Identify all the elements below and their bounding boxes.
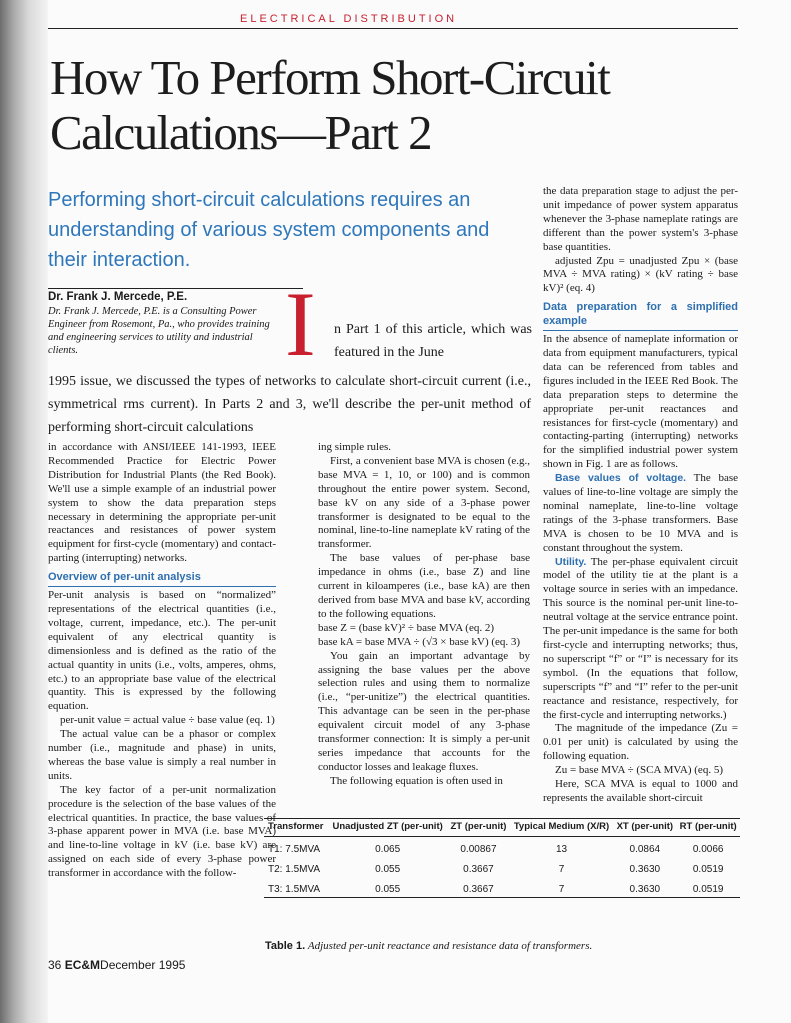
header-rule xyxy=(48,28,738,29)
equation-5: Zu = base MVA ÷ (SCA MVA) (eq. 5) xyxy=(555,764,723,777)
byline xyxy=(48,291,273,357)
article-deck: Performing short-circuit calculations requires an understanding of various system components and their interaction. xyxy=(48,189,490,271)
drop-cap: I xyxy=(285,273,316,375)
table-header: ZT (per-unit) xyxy=(447,819,509,837)
table-cell: 0.055 xyxy=(375,863,401,875)
magazine-name: EC&M xyxy=(64,958,101,972)
paragraph xyxy=(543,472,738,555)
data-table xyxy=(264,819,740,897)
paragraph: the data preparation stage to adjust the per-unit impedance of power system apparatus whenever the 3-phase nameplate ratings are different than the power system's 3-phase base quantities. xyxy=(543,185,738,253)
issue-date: December 1995 xyxy=(100,958,186,972)
run-in-head: Base values of voltage. xyxy=(555,472,687,485)
paragraph: First, a convenient base MVA is chosen (e.g., base MVA = 1, 10, or 100) and is common throughout the entire power system. Second, base kV on any side of a 3-phase power transformer is designated to be equal to the nominal, line-to-line nameplate kV rating of the transformer. xyxy=(318,454,530,551)
table-cell: 0.065 xyxy=(375,843,401,855)
table-cell: 0.0066 xyxy=(692,843,724,855)
column-2 xyxy=(318,441,530,789)
equation-2: base Z = (base kV)² ÷ base MVA (eq. 2) xyxy=(318,621,495,634)
equation-1: per-unit value = actual value ÷ base value (eq. 1) xyxy=(60,714,275,727)
table-cell: T1: 7.5MVA xyxy=(268,843,321,855)
column-3 xyxy=(543,185,738,806)
table-cell: 0.0864 xyxy=(629,843,661,855)
equation-4: adjusted Zpu = unadjusted Zpu × (base MVA ÷ MVA rating) × (kV rating ÷ base kV)² (eq. 4) xyxy=(543,254,738,295)
table-row xyxy=(264,877,740,897)
paragraph: ing simple rules. xyxy=(318,441,392,453)
caption-text: Adjusted per-unit reactance and resistance data of transformers. xyxy=(307,940,593,952)
author-bio: Dr. Frank J. Mercede, P.E. is a Consulting Power Engineer from Rosemont, Pa., who provides training and engineering services to utility and industrial clients. xyxy=(48,306,270,356)
table-cell: T2: 1.5MVA xyxy=(268,863,321,875)
paragraph: In the absence of nameplate information or data from equipment manufacturers, typical data can be referenced from tables and figures included in the IEEE Red Book. The data preparation steps to determine the appropriate per-unit reactances and resistances for first-cycle (momentary) and contacting-parting (interrupting) networks for the simplified industrial power system shown in Fig. 1 are as follows. xyxy=(543,333,738,471)
subhead-data-preparation: Data preparation for a simplified example xyxy=(543,301,738,331)
intro-text-wide: 1995 issue, we discussed the types of networks to calculate short-circuit current (i.e., symmetrical rms current). In Parts 2 and 3, we'll describe the per-unit method of performing short-circuit calculations xyxy=(48,374,531,435)
binding-spine xyxy=(0,0,48,1023)
table-row xyxy=(264,837,740,858)
table-header: XT (per-unit) xyxy=(613,819,676,837)
paragraph-text: The per-phase equivalent circuit model of the utility tie at the plant is a voltage source in series with an impedance. This source is the nominal per-unit line-to-neutral voltage at the service entrance point. The per-unit impedance is the same for both first-cycle and interrupting networks; thus, no superscript “f” or “I” is necessary for its symbol. (In the equations that follow, superscripts “f” and “I” refer to the per-unit reactance and resistance, respectively, for the first-cycle and interrupting networks.) xyxy=(543,555,738,721)
paragraph: The key factor of a per-unit normalization procedure is the selection of the base values of the electrical quantities. In practice, the base values of 3-phase apparent power in MVA (i.e. base MVA) and line-to-line voltage in kV (i.e. base kV) are assigned on each side of every 3-phase power transformer in accordance with the follow- xyxy=(48,783,276,880)
author-name: Dr. Frank J. Mercede, P.E. xyxy=(48,291,188,303)
table-header: Typical Medium (X/R) xyxy=(510,819,614,837)
section-header: ELECTRICAL DISTRIBUTION xyxy=(240,13,458,25)
table-cell: 0.00867 xyxy=(460,843,497,855)
article-title: How To Perform Short-Circuit Calculations—Part 2 xyxy=(50,50,610,160)
subhead-per-unit-overview: Overview of per-unit analysis xyxy=(48,571,276,587)
table-row xyxy=(264,857,740,877)
table-header: RT (per-unit) xyxy=(676,819,740,837)
table-header: Transformer xyxy=(264,819,328,837)
paragraph: The base values of per-phase base impedance in ohms (i.e., base Z) and line current in kiloamperes (i.e., base kA) are then derived from base MVA and base kV, according to the following equations. xyxy=(318,552,530,620)
paragraph: in accordance with ANSI/IEEE 141-1993, IEEE Recommended Practice for Electric Power Distribution for Industrial Plants (the Red Book). We'll use a simple example of an industrial power system to show the data preparation steps necessary in determining the appropriate per-unit reactances and resistances of power system equipment for first-cycle (momentary) and contact-parting (interrupting) networks. xyxy=(48,441,276,565)
table-cell: 0.3667 xyxy=(463,883,494,895)
column-1 xyxy=(48,441,276,881)
paragraph: Per-unit analysis is based on “normalized” representations of the electrical quantities (i.e., voltage, current, impedance, etc.). The per-unit equivalent of any electrical quantity is dimensionless and is defined as the ratio of the actual quantity in units (i.e., volts, amperes, ohms, etc.) to an appropriate base value of the electrical quantity. This is expressed by the following equation. xyxy=(48,589,276,713)
byline-rule xyxy=(48,288,303,289)
paragraph: The magnitude of the impedance (Zu = 0.01 per unit) is calculated by using the following equation. xyxy=(543,722,738,763)
page-footer xyxy=(48,958,185,972)
table-cell: 0.055 xyxy=(375,883,401,895)
paragraph-text: The base values of line-to-line voltage are simply the nominal nameplate, line-to-line voltage ratings of the 3-phase transformers. Base MVA is chosen to be 10 MVA and is constant throughout the system. xyxy=(543,472,738,554)
table-cell: 13 xyxy=(555,843,568,855)
paragraph: The following equation is often used in xyxy=(330,774,503,787)
paragraph: Here, SCA MVA is equal to 1000 and represents the available short-circuit xyxy=(543,778,738,804)
intro-text-top: n Part 1 of this article, which was featured in the June xyxy=(334,322,532,360)
table-cell: T3: 1.5MVA xyxy=(268,883,321,895)
table-caption xyxy=(265,940,740,952)
table-cell: 7 xyxy=(558,883,565,895)
equation-3: base kA = base MVA ÷ (√3 × base kV) (eq. 3) xyxy=(318,635,521,648)
caption-label: Table 1. xyxy=(265,940,306,952)
page-number: 36 xyxy=(48,958,62,972)
table-cell: 0.0519 xyxy=(692,863,724,875)
table-header: Unadjusted ZT (per-unit) xyxy=(328,819,447,837)
table-cell: 0.0519 xyxy=(692,883,724,895)
table-cell: 0.3630 xyxy=(629,883,661,895)
paragraph: The actual value can be a phasor or complex number (i.e., magnitude and phase) in units, whereas the base value is simply a real number in units. xyxy=(48,728,276,782)
table-cell: 0.3667 xyxy=(463,863,494,875)
table-cell: 7 xyxy=(558,863,565,875)
transformer-table xyxy=(264,818,740,898)
table-cell: 0.3630 xyxy=(629,863,661,875)
paragraph xyxy=(543,556,738,723)
paragraph: You gain an important advantage by assigning the base values per the above selection rules and using them to normalize (i.e., “per-unitize”) the electrical quantities. This advantage can be seen in the per-phase equivalent circuit model of any 3-phase transformer connection: It is simply a per-unit series impedance that accounts for the conductor losses and leakage fluxes. xyxy=(318,649,530,773)
run-in-head: Utility. xyxy=(555,555,587,568)
table-header-row xyxy=(264,819,740,837)
